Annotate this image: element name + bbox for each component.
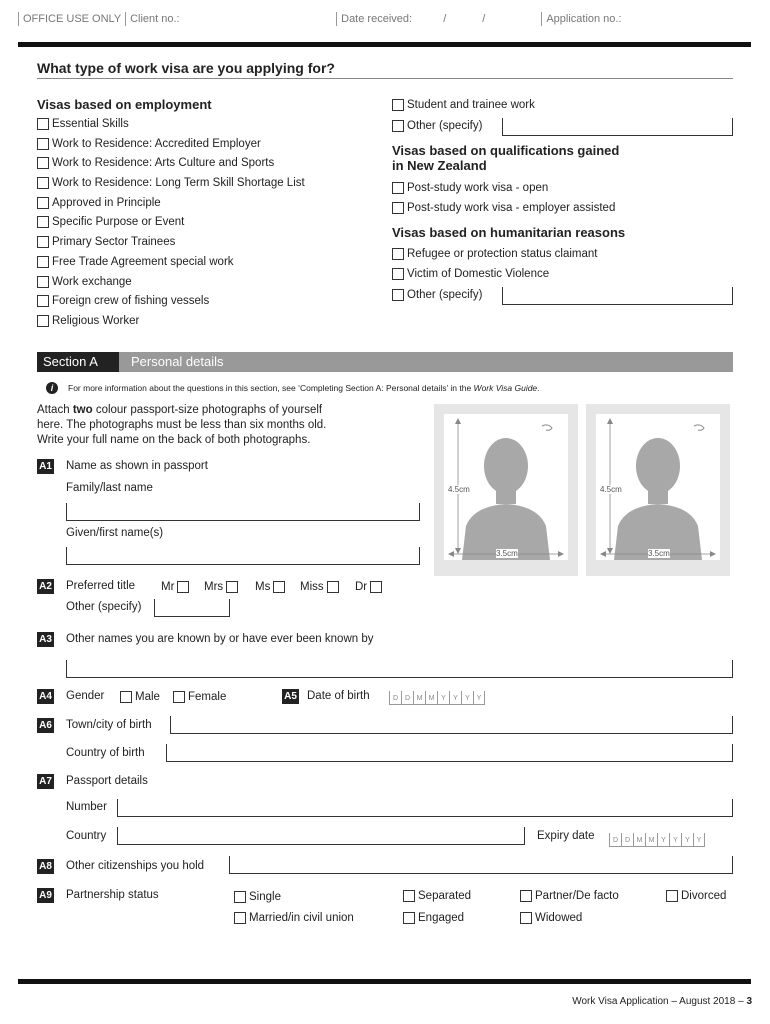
gender-female[interactable] [173, 689, 226, 705]
checkbox-label: Work to Residence: Long Term Skill Shortage List [52, 177, 305, 190]
checkbox-box[interactable] [37, 216, 49, 228]
expiry-date-input[interactable] [609, 833, 705, 847]
photo-line1-c: colour passport-size photographs of yourself [92, 404, 323, 416]
photo-instructions-line-1 [37, 403, 326, 418]
question-number-a2: A2 [37, 579, 54, 594]
a2-label: Preferred title [66, 580, 136, 592]
dob-input[interactable] [389, 691, 485, 705]
date-letter: Y [681, 833, 693, 847]
employment-heading: Visas based on employment [37, 97, 212, 112]
checkbox-box[interactable] [37, 256, 49, 268]
date-letter: D [389, 691, 401, 705]
date-letter: Y [461, 691, 473, 705]
checkbox-box[interactable] [234, 891, 246, 903]
expiry-date-label: Expiry date [537, 830, 595, 842]
checkbox-box[interactable] [120, 691, 132, 703]
checkbox-primary-sector[interactable] [37, 234, 377, 250]
country-of-birth-label: Country of birth [66, 747, 145, 759]
status-married-label: Married/in civil union [249, 912, 354, 924]
info-text-end: . [537, 383, 540, 393]
photo-width-label: 3.5cm [496, 549, 518, 558]
gender-female-label: Female [188, 691, 227, 703]
status-single[interactable] [234, 889, 281, 905]
photo-instructions-line-3: Write your full name on the back of both photographs. [37, 434, 311, 446]
checkbox-box[interactable] [37, 157, 49, 169]
checkbox-label: Foreign crew of fishing vessels [52, 295, 210, 308]
checkbox-box[interactable] [37, 197, 49, 209]
date-letter: M [425, 691, 437, 705]
other-specify-2-input[interactable] [502, 287, 733, 305]
question-number-a1: A1 [37, 459, 54, 474]
title-mrs-label: Mrs [204, 581, 224, 593]
title-mr-label: Mr [161, 581, 175, 593]
checkbox-box[interactable] [37, 118, 49, 130]
info-icon: i [46, 382, 58, 394]
date-letter: D [609, 833, 621, 847]
checkbox-box[interactable] [37, 138, 49, 150]
checkbox-label: Work to Residence: Arts Culture and Sports [52, 157, 275, 170]
status-married[interactable] [234, 910, 354, 926]
date-letter: D [621, 833, 633, 847]
status-partner-de-facto[interactable] [520, 888, 619, 904]
checkbox-approved-in-principle[interactable] [37, 195, 377, 211]
checkbox-label: Essential Skills [52, 118, 129, 130]
status-widowed-label: Widowed [535, 912, 583, 924]
photo-instructions-line-2: here. The photographs must be less than six months old. [37, 419, 327, 431]
checkbox-religious-worker[interactable] [37, 313, 377, 329]
info-guide-link[interactable]: Work Visa Guide [473, 383, 538, 393]
date-letter: Y [669, 833, 681, 847]
checkbox-accredited-employer[interactable] [37, 136, 377, 152]
photo-line1-a: Attach [37, 404, 73, 416]
checkbox-box[interactable] [392, 268, 404, 280]
checkbox-box[interactable] [327, 581, 339, 593]
given-name-input[interactable] [66, 547, 420, 565]
qualifications-heading-2: in New Zealand [392, 158, 487, 173]
title-mr[interactable] [161, 579, 192, 595]
status-partner-label: Partner/De facto [535, 890, 619, 902]
checkbox-box[interactable] [370, 581, 382, 593]
question-title: What type of work visa are you applying for? [37, 60, 335, 76]
checkbox-label: Student and trainee work [407, 99, 535, 111]
checkbox-specific-purpose[interactable] [37, 214, 377, 230]
checkbox-refugee[interactable] [392, 246, 598, 262]
section-label: Section A [37, 352, 119, 372]
gender-male-label: Male [135, 691, 160, 703]
status-engaged[interactable] [403, 910, 464, 926]
country-of-birth-input[interactable] [166, 744, 733, 762]
other-specify-1-input[interactable] [502, 118, 733, 136]
date-slash-1: / [443, 13, 447, 25]
client-no-label: Client no.: [125, 12, 333, 26]
checkbox-label: Approved in Principle [52, 196, 161, 209]
other-citizenships-input[interactable] [229, 856, 733, 874]
checkbox-other-1[interactable] [392, 118, 482, 134]
office-use-row [18, 12, 691, 26]
question-rule [37, 78, 733, 79]
checkbox-box[interactable] [37, 276, 49, 288]
info-text-main: For more information about the questions in this section, see ‘Completing Section A: Personal details’ in the [68, 383, 474, 393]
town-of-birth-label: Town/city of birth [66, 719, 152, 731]
checkbox-label: Religious Worker [52, 314, 140, 327]
family-name-label: Family/last name [66, 482, 153, 494]
checkbox-box[interactable] [392, 289, 404, 301]
title-dr-label: Dr [355, 581, 368, 593]
a3-label: Other names you are known by or have ever been known by [66, 633, 374, 645]
date-letter: M [413, 691, 425, 705]
checkbox-label: Work to Residence: Accredited Employer [52, 137, 261, 150]
status-widowed[interactable] [520, 910, 582, 926]
checkbox-label: Post-study work visa - open [407, 182, 549, 194]
checkbox-box[interactable] [273, 581, 285, 593]
checkbox-arts-culture-sports[interactable] [37, 155, 377, 171]
checkbox-free-trade[interactable] [37, 254, 377, 270]
office-use-label: OFFICE USE ONLY [18, 12, 122, 26]
family-name-input[interactable] [66, 503, 420, 521]
checkbox-box[interactable] [37, 236, 49, 248]
bottom-divider [18, 979, 751, 984]
status-single-label: Single [249, 891, 281, 903]
photo-height-label: 4.5cm [448, 485, 470, 494]
checkbox-long-term-skill[interactable] [37, 175, 377, 191]
question-number-a8: A8 [37, 859, 54, 874]
checkbox-box[interactable] [177, 581, 189, 593]
footer-text: Work Visa Application – August 2018 – [572, 996, 747, 1007]
checkbox-other-2[interactable] [392, 287, 482, 303]
page-number: 3 [746, 996, 752, 1007]
checkbox-box[interactable] [403, 890, 415, 902]
question-number-a5: A5 [282, 689, 299, 704]
footer [572, 996, 752, 1007]
title-other-label: Other (specify) [66, 601, 142, 613]
application-no-label: Application no.: [541, 12, 691, 26]
checkbox-fishing-vessels[interactable] [37, 293, 377, 309]
gender-male[interactable] [120, 689, 160, 705]
date-letter: Y [657, 833, 669, 847]
checkbox-box[interactable] [392, 182, 404, 194]
title-ms-label: Ms [255, 581, 271, 593]
town-of-birth-input[interactable] [170, 716, 733, 734]
date-letter: D [401, 691, 413, 705]
question-number-a3: A3 [37, 632, 54, 647]
checkbox-box[interactable] [520, 912, 532, 924]
checkbox-box[interactable] [392, 120, 404, 132]
question-number-a9: A9 [37, 888, 54, 903]
other-citizenships-label: Other citizenships you hold [66, 860, 205, 872]
title-miss-label: Miss [300, 581, 324, 593]
checkbox-label: Other (specify) [407, 289, 483, 301]
checkbox-label: Primary Sector Trainees [52, 236, 176, 249]
title-ms[interactable] [255, 579, 288, 595]
title-mrs[interactable] [204, 579, 241, 595]
checkbox-box[interactable] [392, 99, 404, 111]
checkbox-label: Specific Purpose or Event [52, 216, 185, 229]
section-title: Personal details [131, 354, 224, 369]
passport-details-label: Passport details [66, 775, 148, 787]
checkbox-label: Victim of Domestic Violence [407, 268, 550, 280]
checkbox-label: Free Trade Agreement special work [52, 255, 234, 268]
photo-box-1 [434, 404, 578, 576]
checkbox-domestic-violence[interactable] [392, 266, 549, 282]
photo-instructions [37, 403, 326, 448]
photo-height-label: 4.5cm [600, 485, 622, 494]
info-text [68, 383, 540, 393]
checkbox-label: Refugee or protection status claimant [407, 248, 598, 260]
checkbox-label: Other (specify) [407, 120, 483, 132]
checkbox-box[interactable] [403, 912, 415, 924]
checkbox-box[interactable] [226, 581, 238, 593]
dob-label: Date of birth [307, 690, 370, 702]
date-letter: M [633, 833, 645, 847]
checkbox-box[interactable] [392, 248, 404, 260]
date-letter: M [645, 833, 657, 847]
partnership-status-label: Partnership status [66, 889, 159, 901]
title-miss[interactable] [300, 579, 342, 595]
employment-list [37, 116, 377, 329]
qualifications-heading-1: Visas based on qualifications gained [392, 143, 620, 158]
question-number-a6: A6 [37, 718, 54, 733]
date-letter: Y [693, 833, 705, 847]
status-divorced-label: Divorced [681, 890, 727, 902]
checkbox-post-study-open[interactable] [392, 180, 548, 196]
title-other-input[interactable] [154, 599, 230, 617]
photo-box-2 [586, 404, 730, 576]
given-name-label: Given/first name(s) [66, 527, 164, 539]
checkbox-work-exchange[interactable] [37, 274, 377, 290]
date-received-label: Date received: [336, 12, 436, 26]
question-number-a4: A4 [37, 689, 54, 704]
passport-number-label: Number [66, 801, 107, 813]
checkbox-box[interactable] [37, 315, 49, 327]
checkbox-box[interactable] [37, 177, 49, 189]
date-letter: Y [473, 691, 485, 705]
checkbox-label: Post-study work visa - employer assisted [407, 202, 616, 214]
status-separated-label: Separated [418, 890, 472, 902]
checkbox-student-trainee[interactable] [392, 97, 535, 113]
checkbox-box[interactable] [173, 691, 185, 703]
date-letter: Y [449, 691, 461, 705]
checkbox-label: Work exchange [52, 275, 132, 288]
humanitarian-heading: Visas based on humanitarian reasons [392, 225, 626, 240]
checkbox-essential-skills[interactable] [37, 116, 377, 132]
photo-width-label: 3.5cm [648, 549, 670, 558]
gender-label: Gender [66, 690, 105, 702]
checkbox-box[interactable] [37, 295, 49, 307]
date-slash-2: / [482, 13, 486, 25]
passport-country-label: Country [66, 830, 107, 842]
other-names-input[interactable] [66, 660, 733, 678]
status-engaged-label: Engaged [418, 912, 465, 924]
title-dr[interactable] [355, 579, 385, 595]
checkbox-box[interactable] [234, 912, 246, 924]
checkbox-box[interactable] [520, 890, 532, 902]
checkbox-box[interactable] [392, 202, 404, 214]
date-letter: Y [437, 691, 449, 705]
checkbox-box[interactable] [666, 890, 678, 902]
photo-line1-b: two [72, 404, 93, 416]
a1-label: Name as shown in passport [66, 460, 208, 472]
passport-number-input[interactable] [117, 799, 733, 817]
checkbox-post-study-employer[interactable] [392, 200, 615, 216]
passport-country-input[interactable] [117, 827, 525, 845]
question-number-a7: A7 [37, 774, 54, 789]
status-divorced[interactable] [666, 888, 726, 904]
status-separated[interactable] [403, 888, 471, 904]
top-divider [18, 42, 751, 47]
